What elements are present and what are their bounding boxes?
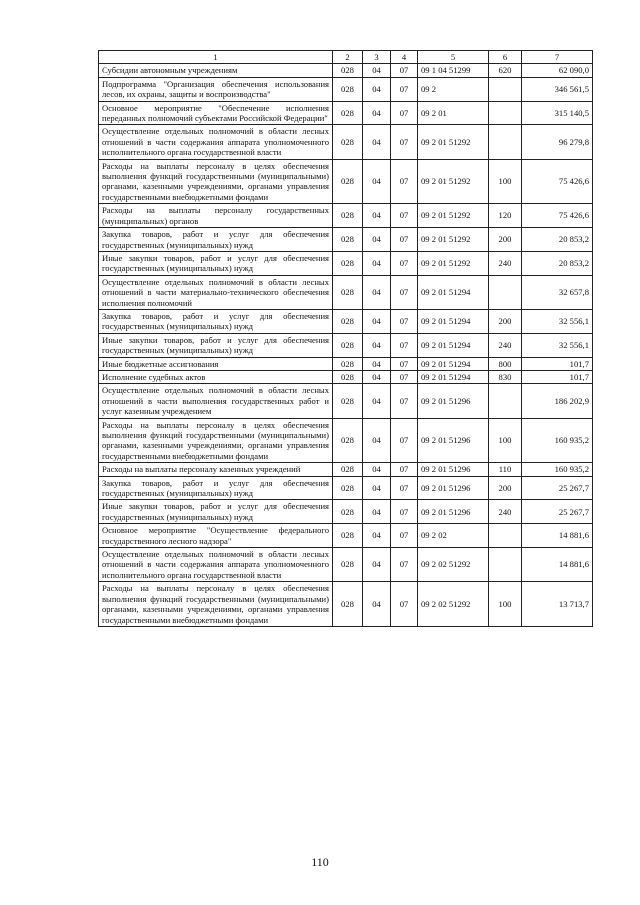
table-row: [99, 370, 593, 383]
expense-type-cell: [489, 77, 522, 101]
expense-name-cell: Исполнение судебных актов: [99, 370, 333, 383]
expense-type-cell: 100: [489, 418, 522, 463]
expense-type-cell: [489, 524, 522, 548]
amount-cell: 20 853,2: [522, 228, 593, 252]
ministry-code-cell: 028: [333, 463, 363, 476]
section-code-cell: 04: [363, 582, 391, 627]
ministry-code-cell: 028: [333, 125, 363, 159]
target-article-cell: 09 2 01 51296: [418, 500, 489, 524]
amount-cell: 25 267,7: [522, 476, 593, 500]
header-cell-1: 1: [99, 51, 333, 64]
expense-name-cell: Иные закупки товаров, работ и услуг для обеспечения государственных (муниципальных) нужд: [99, 333, 333, 357]
target-article-cell: 09 2 01: [418, 101, 489, 125]
table-row: [99, 548, 593, 582]
amount-cell: 13 713,7: [522, 582, 593, 627]
table-row: [99, 159, 593, 204]
ministry-code-cell: 028: [333, 418, 363, 463]
expense-name-cell: Расходы на выплаты персоналу в целях обеспечения выполнения функций государственными (муниципальными) органами, казенными учреждениями, органами управления государственными внебюджетными фондами: [99, 418, 333, 463]
header-cell-4: 4: [391, 51, 418, 64]
ministry-code-cell: 028: [333, 275, 363, 309]
expense-type-cell: 100: [489, 582, 522, 627]
target-article-cell: 09 2: [418, 77, 489, 101]
amount-cell: 160 935,2: [522, 418, 593, 463]
section-code-cell: 04: [363, 524, 391, 548]
section-code-cell: 04: [363, 500, 391, 524]
expense-name-cell: Иные закупки товаров, работ и услуг для обеспечения государственных (муниципальных) нужд: [99, 500, 333, 524]
subsection-code-cell: 07: [391, 77, 418, 101]
budget-table: [98, 50, 593, 627]
table-row: [99, 77, 593, 101]
amount-cell: 315 140,5: [522, 101, 593, 125]
expense-type-cell: 800: [489, 357, 522, 370]
section-code-cell: 04: [363, 333, 391, 357]
section-code-cell: 04: [363, 275, 391, 309]
amount-cell: 101,7: [522, 357, 593, 370]
target-article-cell: 09 2 01 51296: [418, 463, 489, 476]
table-row: [99, 582, 593, 627]
subsection-code-cell: 07: [391, 125, 418, 159]
section-code-cell: 04: [363, 251, 391, 275]
expense-name-cell: Подпрограмма "Организация обеспечения использования лесов, их охраны, защиты и воспроизводства": [99, 77, 333, 101]
expense-name-cell: Осуществление отдельных полномочий в области лесных отношений в части материально-технического обеспечения исполнения полномочий: [99, 275, 333, 309]
table-row: [99, 251, 593, 275]
target-article-cell: 09 2 01 51294: [418, 357, 489, 370]
subsection-code-cell: 07: [391, 309, 418, 333]
subsection-code-cell: 07: [391, 357, 418, 370]
table-row: [99, 418, 593, 463]
section-code-cell: 04: [363, 463, 391, 476]
subsection-code-cell: 07: [391, 228, 418, 252]
subsection-code-cell: 07: [391, 418, 418, 463]
expense-type-cell: 200: [489, 476, 522, 500]
expense-name-cell: Основное мероприятие "Осуществление федерального государственного лесного надзора": [99, 524, 333, 548]
ministry-code-cell: 028: [333, 476, 363, 500]
table-row: [99, 500, 593, 524]
subsection-code-cell: 07: [391, 384, 418, 418]
subsection-code-cell: 07: [391, 582, 418, 627]
expense-type-cell: 110: [489, 463, 522, 476]
expense-name-cell: Основное мероприятие "Обеспечение исполнения переданных полномочий субъектами Российской Федерации": [99, 101, 333, 125]
target-article-cell: 09 2 01 51292: [418, 125, 489, 159]
ministry-code-cell: 028: [333, 548, 363, 582]
section-code-cell: 04: [363, 159, 391, 204]
expense-name-cell: Расходы на выплаты персоналу в целях обеспечения выполнения функций государственными (муниципальными) органами, казенными учреждениями, органами управления государственными внебюджетными фондами: [99, 159, 333, 204]
subsection-code-cell: 07: [391, 64, 418, 77]
amount-cell: 186 202,9: [522, 384, 593, 418]
section-code-cell: 04: [363, 548, 391, 582]
section-code-cell: 04: [363, 228, 391, 252]
ministry-code-cell: 028: [333, 524, 363, 548]
expense-type-cell: 240: [489, 500, 522, 524]
target-article-cell: 09 2 01 51292: [418, 251, 489, 275]
expense-name-cell: Закупка товаров, работ и услуг для обеспечения государственных (муниципальных) нужд: [99, 309, 333, 333]
subsection-code-cell: 07: [391, 159, 418, 204]
expense-name-cell: Закупка товаров, работ и услуг для обеспечения государственных (муниципальных) нужд: [99, 228, 333, 252]
table-row: [99, 524, 593, 548]
table-row: [99, 333, 593, 357]
amount-cell: 14 881,6: [522, 524, 593, 548]
amount-cell: 160 935,2: [522, 463, 593, 476]
section-code-cell: 04: [363, 418, 391, 463]
amount-cell: 346 561,5: [522, 77, 593, 101]
table-row: [99, 463, 593, 476]
section-code-cell: 04: [363, 101, 391, 125]
expense-type-cell: 120: [489, 204, 522, 228]
ministry-code-cell: 028: [333, 309, 363, 333]
subsection-code-cell: 07: [391, 500, 418, 524]
section-code-cell: 04: [363, 77, 391, 101]
subsection-code-cell: 07: [391, 524, 418, 548]
expense-type-cell: [489, 548, 522, 582]
amount-cell: 75 426,6: [522, 204, 593, 228]
ministry-code-cell: 028: [333, 357, 363, 370]
section-code-cell: 04: [363, 125, 391, 159]
table-row: [99, 357, 593, 370]
expense-name-cell: Расходы на выплаты персоналу казенных учреждений: [99, 463, 333, 476]
expense-type-cell: 200: [489, 228, 522, 252]
table-row: [99, 125, 593, 159]
ministry-code-cell: 028: [333, 384, 363, 418]
expense-type-cell: 100: [489, 159, 522, 204]
section-code-cell: 04: [363, 384, 391, 418]
target-article-cell: 09 2 01 51296: [418, 384, 489, 418]
header-cell-7: 7: [522, 51, 593, 64]
ministry-code-cell: 028: [333, 370, 363, 383]
header-cell-5: 5: [418, 51, 489, 64]
target-article-cell: 09 2 01 51294: [418, 370, 489, 383]
target-article-cell: 09 1 04 51299: [418, 64, 489, 77]
target-article-cell: 09 2 01 51292: [418, 228, 489, 252]
amount-cell: 75 426,6: [522, 159, 593, 204]
ministry-code-cell: 028: [333, 333, 363, 357]
subsection-code-cell: 07: [391, 333, 418, 357]
ministry-code-cell: 028: [333, 582, 363, 627]
amount-cell: 101,7: [522, 370, 593, 383]
amount-cell: 14 881,6: [522, 548, 593, 582]
expense-name-cell: Иные бюджетные ассигнования: [99, 357, 333, 370]
amount-cell: 32 556,1: [522, 309, 593, 333]
ministry-code-cell: 028: [333, 77, 363, 101]
table-row: [99, 275, 593, 309]
expense-name-cell: Иные закупки товаров, работ и услуг для обеспечения государственных (муниципальных) нужд: [99, 251, 333, 275]
table-row: [99, 309, 593, 333]
header-cell-2: 2: [333, 51, 363, 64]
target-article-cell: 09 2 02: [418, 524, 489, 548]
target-article-cell: 09 2 01 51292: [418, 204, 489, 228]
table-row: [99, 101, 593, 125]
subsection-code-cell: 07: [391, 275, 418, 309]
ministry-code-cell: 028: [333, 500, 363, 524]
target-article-cell: 09 2 01 51296: [418, 418, 489, 463]
section-code-cell: 04: [363, 476, 391, 500]
expense-type-cell: 620: [489, 64, 522, 77]
expense-type-cell: [489, 384, 522, 418]
table-row: [99, 64, 593, 77]
table-header-row: [99, 51, 593, 64]
amount-cell: 32 556,1: [522, 333, 593, 357]
subsection-code-cell: 07: [391, 463, 418, 476]
target-article-cell: 09 2 02 51292: [418, 582, 489, 627]
expense-type-cell: 200: [489, 309, 522, 333]
ministry-code-cell: 028: [333, 228, 363, 252]
expense-name-cell: Субсидии автономным учреждениям: [99, 64, 333, 77]
budget-sheet: [98, 50, 592, 627]
header-cell-3: 3: [363, 51, 391, 64]
ministry-code-cell: 028: [333, 159, 363, 204]
expense-name-cell: Осуществление отдельных полномочий в области лесных отношений в части содержания аппарата уполномоченного исполнительного органа государственной власти: [99, 125, 333, 159]
target-article-cell: 09 2 01 51292: [418, 159, 489, 204]
ministry-code-cell: 028: [333, 64, 363, 77]
page-number: 110: [311, 855, 329, 869]
expense-name-cell: Закупка товаров, работ и услуг для обеспечения государственных (муниципальных) нужд: [99, 476, 333, 500]
expense-name-cell: Осуществление отдельных полномочий в области лесных отношений в части содержания аппарата уполномоченного исполнительного органа государственной власти: [99, 548, 333, 582]
expense-name-cell: Расходы на выплаты персоналу государственных (муниципальных) органов: [99, 204, 333, 228]
target-article-cell: 09 2 01 51296: [418, 476, 489, 500]
subsection-code-cell: 07: [391, 204, 418, 228]
table-row: [99, 384, 593, 418]
expense-type-cell: 240: [489, 251, 522, 275]
subsection-code-cell: 07: [391, 548, 418, 582]
expense-type-cell: [489, 101, 522, 125]
expense-name-cell: Осуществление отдельных полномочий в области лесных отношений в части выполнения государственных работ и услуг казенным учреждением: [99, 384, 333, 418]
target-article-cell: 09 2 01 51294: [418, 333, 489, 357]
section-code-cell: 04: [363, 204, 391, 228]
ministry-code-cell: 028: [333, 101, 363, 125]
header-cell-6: 6: [489, 51, 522, 64]
expense-type-cell: [489, 125, 522, 159]
ministry-code-cell: 028: [333, 204, 363, 228]
target-article-cell: 09 2 01 51294: [418, 275, 489, 309]
table-row: [99, 228, 593, 252]
target-article-cell: 09 2 02 51292: [418, 548, 489, 582]
amount-cell: 62 090,0: [522, 64, 593, 77]
expense-type-cell: [489, 275, 522, 309]
section-code-cell: 04: [363, 64, 391, 77]
amount-cell: 96 279,8: [522, 125, 593, 159]
subsection-code-cell: 07: [391, 370, 418, 383]
section-code-cell: 04: [363, 370, 391, 383]
table-row: [99, 204, 593, 228]
section-code-cell: 04: [363, 357, 391, 370]
subsection-code-cell: 07: [391, 251, 418, 275]
expense-type-cell: 240: [489, 333, 522, 357]
expense-name-cell: Расходы на выплаты персоналу в целях обеспечения выполнения функций государственными (муниципальными) органами, казенными учреждениями, органами управления государственными внебюджетными фондами: [99, 582, 333, 627]
amount-cell: 20 853,2: [522, 251, 593, 275]
subsection-code-cell: 07: [391, 101, 418, 125]
amount-cell: 32 657,8: [522, 275, 593, 309]
amount-cell: 25 267,7: [522, 500, 593, 524]
subsection-code-cell: 07: [391, 476, 418, 500]
section-code-cell: 04: [363, 309, 391, 333]
table-row: [99, 476, 593, 500]
ministry-code-cell: 028: [333, 251, 363, 275]
expense-type-cell: 830: [489, 370, 522, 383]
target-article-cell: 09 2 01 51294: [418, 309, 489, 333]
